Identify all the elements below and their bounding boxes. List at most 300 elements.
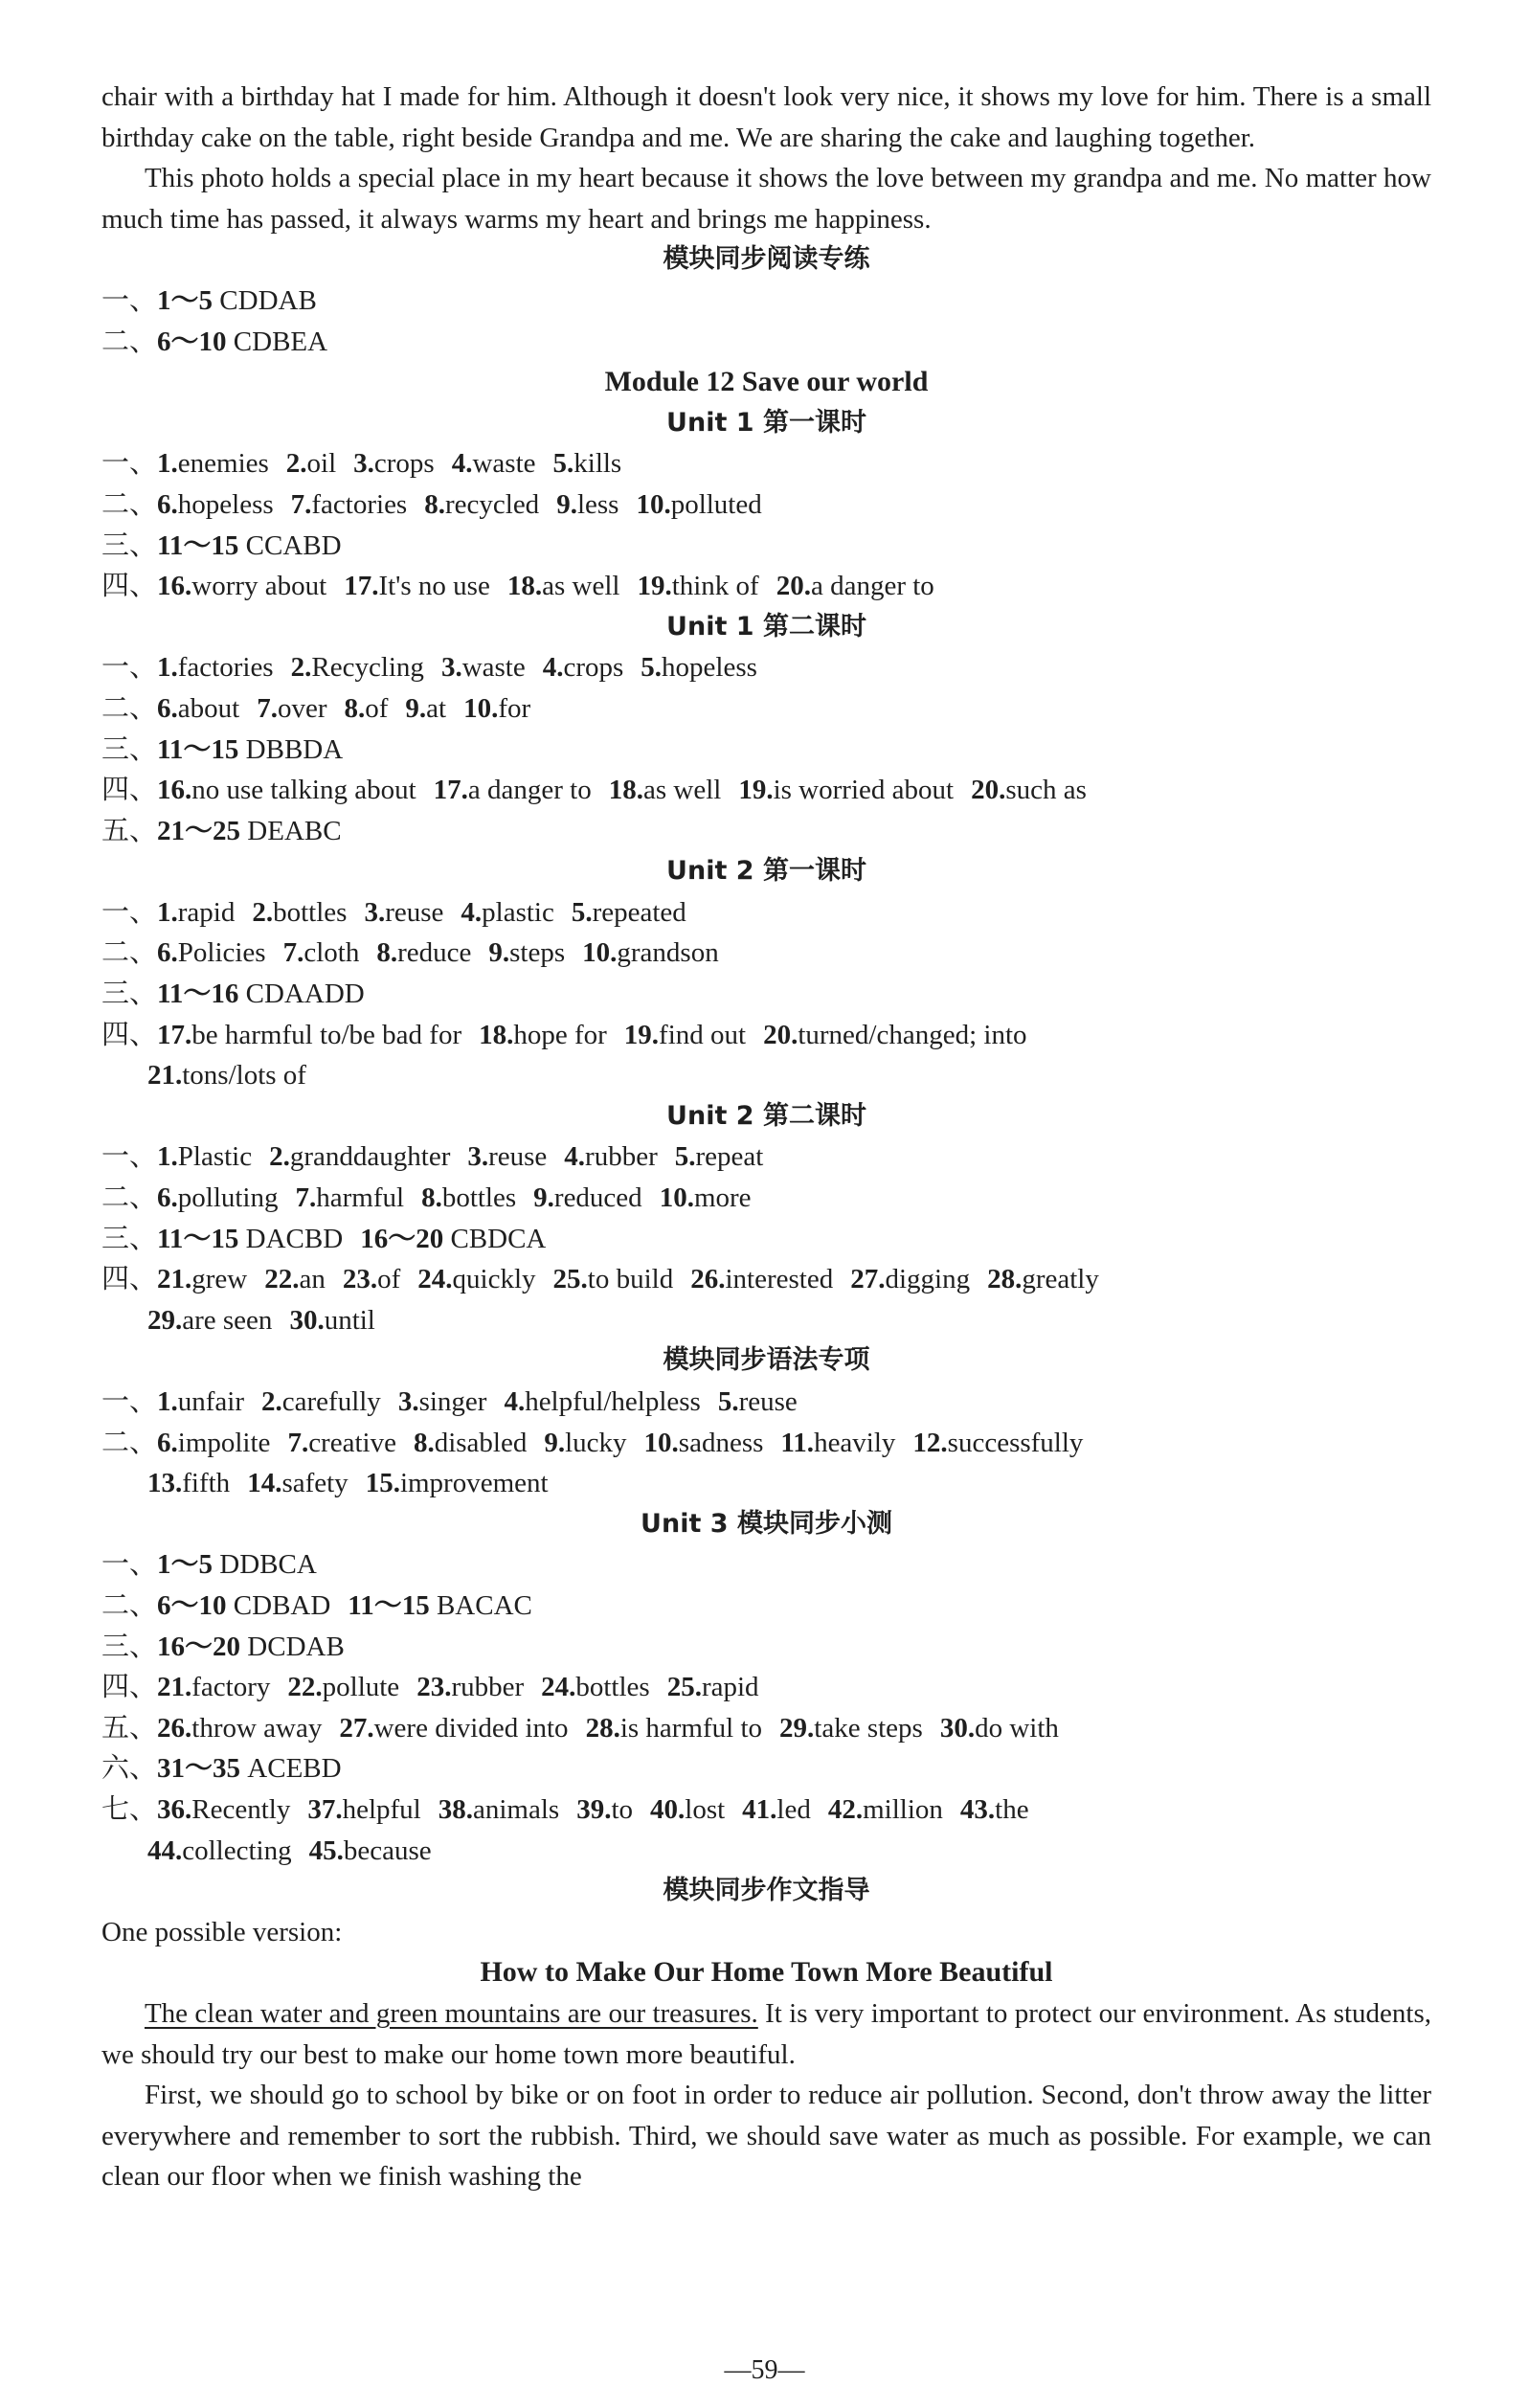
item-answer: such as [1005, 775, 1087, 806]
item-answer: helpful [342, 1793, 421, 1825]
answer-row [101, 1300, 1431, 1341]
row-prefix: 三、 [101, 733, 158, 765]
answer-item [641, 652, 757, 683]
item-answer: improvement [399, 1468, 549, 1499]
essay-paragraph-1 [101, 1993, 1431, 2075]
item-number: 6～10 [157, 1589, 227, 1621]
answer-row [101, 1382, 1431, 1423]
item-answer: rubber [451, 1672, 525, 1703]
answer-item [850, 1264, 970, 1294]
item-answer: over [277, 692, 327, 724]
item-answer: creative [308, 1427, 396, 1458]
item-number: 26. [690, 1264, 726, 1295]
item-answer: lost [685, 1793, 726, 1825]
item-number: 4. [451, 448, 473, 480]
answer-row [101, 1789, 1431, 1831]
item-number: 10. [659, 1182, 694, 1214]
item-number: 16. [157, 571, 192, 602]
item-number: 1. [157, 1386, 178, 1417]
answer-item [675, 1141, 764, 1172]
answer-item [960, 1794, 1029, 1825]
item-answer: lucky [565, 1427, 627, 1458]
item-number: 18. [479, 1019, 514, 1050]
item-number: 4. [542, 652, 564, 684]
answer-item [690, 1264, 833, 1294]
answer-item [421, 1182, 516, 1213]
item-answer: led [776, 1793, 811, 1825]
answer-item [343, 1264, 400, 1294]
item-number: 11. [780, 1427, 815, 1458]
item-answer: animals [473, 1793, 560, 1825]
item-number: 21～25 [157, 815, 241, 846]
item-answer: CBDCA [443, 1223, 547, 1254]
item-answer: grew [191, 1264, 248, 1295]
item-answer: reduced [553, 1182, 642, 1214]
item-answer: are seen [182, 1304, 273, 1336]
item-answer: Recycling [311, 652, 424, 684]
answer-item [157, 897, 235, 928]
answer-item [348, 1590, 532, 1621]
item-answer: collecting [182, 1834, 292, 1866]
item-number: 8. [413, 1427, 435, 1458]
answer-item [738, 775, 954, 805]
item-answer: find out [659, 1019, 747, 1050]
item-answer: is harmful to [619, 1712, 763, 1744]
section-heading: 模块同步语法专项 [663, 1345, 870, 1376]
answer-item [364, 897, 443, 928]
item-answer: harmful [316, 1182, 405, 1214]
item-number: 1. [157, 1141, 178, 1173]
answer-row [101, 730, 1431, 771]
section-heading: Unit 3 模块同步小测 [641, 1508, 892, 1539]
item-answer: factory [191, 1672, 271, 1703]
item-answer: more [693, 1182, 752, 1214]
item-answer: repeated [592, 896, 686, 928]
item-answer: rapid [701, 1672, 759, 1703]
answer-item [283, 937, 360, 968]
row-prefix: 六、 [101, 1753, 158, 1785]
item-number: 11～15 [157, 1223, 239, 1254]
section-heading: 模块同步作文指导 [663, 1876, 870, 1906]
item-answer: an [299, 1264, 326, 1295]
item-answer: Policies [177, 937, 266, 969]
item-number: 8. [344, 692, 366, 724]
section-heading: Unit 2 第一课时 [666, 856, 866, 887]
answer-item [660, 1182, 752, 1213]
item-number: 41. [742, 1793, 777, 1825]
answer-item [157, 1753, 342, 1784]
row-prefix: 一、 [101, 652, 158, 684]
item-number: 1. [157, 448, 178, 480]
item-answer: granddaughter [289, 1141, 451, 1173]
item-answer: heavily [814, 1427, 896, 1458]
item-number: 20. [763, 1019, 798, 1050]
answer-row [101, 1831, 1431, 1872]
item-number: 5. [552, 448, 574, 480]
row-prefix: 四、 [101, 1264, 158, 1295]
answer-item [398, 1386, 487, 1417]
row-prefix: 七、 [101, 1793, 158, 1825]
answer-item [157, 1428, 270, 1458]
answer-row [101, 1178, 1431, 1219]
answer-row [101, 1219, 1431, 1260]
answer-row [101, 1463, 1431, 1504]
answer-item [940, 1713, 1059, 1744]
item-number: 18. [506, 571, 543, 602]
item-answer: bottles [273, 896, 348, 928]
answer-item [157, 326, 327, 357]
item-number: 4. [564, 1141, 586, 1173]
answer-item [461, 897, 553, 928]
answer-sections [101, 239, 1431, 1911]
item-number: 11～15 [348, 1589, 430, 1621]
item-number: 9. [533, 1182, 554, 1214]
item-number: 6. [157, 1427, 178, 1458]
answer-item [157, 530, 342, 561]
answer-row [101, 281, 1431, 322]
item-number: 7. [282, 937, 304, 969]
item-answer: because [343, 1834, 432, 1866]
answer-item [157, 1020, 461, 1050]
answer-row [101, 1055, 1431, 1096]
item-answer: crops [373, 448, 435, 480]
item-answer: reuse [738, 1386, 798, 1417]
answer-item [157, 1794, 290, 1825]
answer-row [101, 322, 1431, 363]
item-number: 45. [308, 1834, 344, 1866]
row-prefix: 一、 [101, 1549, 158, 1581]
item-number: 1. [157, 896, 178, 928]
answer-item [479, 1020, 607, 1050]
answer-row [101, 1136, 1431, 1178]
answer-item [147, 1060, 306, 1091]
row-prefix: 四、 [101, 1019, 158, 1050]
item-number: 25. [552, 1264, 588, 1295]
answer-item [157, 1549, 317, 1580]
item-number: 9. [556, 488, 577, 520]
item-answer: throw away [191, 1712, 323, 1744]
answer-item [252, 897, 347, 928]
answer-item [779, 1713, 923, 1744]
item-answer: take steps [814, 1712, 923, 1744]
answer-item [586, 1713, 762, 1744]
item-answer: successfully [947, 1427, 1084, 1458]
item-answer: at [426, 692, 447, 724]
item-number: 30. [289, 1304, 325, 1336]
answer-row [101, 1708, 1431, 1749]
item-number: 39. [576, 1793, 612, 1825]
row-prefix: 五、 [101, 815, 158, 846]
answer-item [971, 775, 1087, 805]
item-answer: about [177, 692, 240, 724]
item-answer: fifth [182, 1468, 231, 1499]
item-number: 5. [674, 1141, 696, 1173]
answer-item [157, 1182, 278, 1213]
item-answer: is worried about [773, 775, 955, 806]
item-number: 11～15 [157, 529, 239, 561]
item-number: 3. [353, 448, 374, 480]
item-number: 28. [585, 1712, 620, 1744]
row-prefix: 四、 [101, 1672, 158, 1703]
answer-item [307, 1794, 420, 1825]
row-prefix: 二、 [101, 1427, 158, 1458]
item-number: 27. [850, 1264, 886, 1295]
item-answer: waste [461, 652, 526, 684]
item-answer: no use talking about [191, 775, 416, 806]
item-answer: be harmful to/be bad for [191, 1019, 462, 1050]
item-number: 17. [157, 1019, 192, 1050]
item-answer: repeat [695, 1141, 764, 1173]
item-number: 1. [157, 652, 178, 684]
row-prefix: 二、 [101, 488, 158, 520]
item-number: 10. [643, 1427, 679, 1458]
item-number: 42. [827, 1793, 864, 1825]
item-answer: recycled [444, 488, 540, 520]
intro-paragraph-1: chair with a birthday hat I made for him. Although it doesn't look very nice, it shows my love for him. There is a small birthday cake on the table, right beside Grandpa and me. We are sharing the cake and laughing together. [101, 81, 1431, 153]
item-answer: CDBEA [226, 326, 328, 357]
answer-item [441, 652, 526, 683]
answer-item [157, 775, 416, 805]
item-answer: reduce [397, 937, 472, 969]
answer-item [269, 1141, 450, 1172]
answer-item [405, 693, 446, 724]
answer-item [291, 489, 408, 520]
row-prefix: 二、 [101, 326, 158, 357]
answer-item [507, 571, 620, 601]
item-number: 5. [571, 896, 593, 928]
item-answer: worry about [191, 571, 327, 602]
item-answer: to [611, 1793, 634, 1825]
answer-item [718, 1386, 798, 1417]
item-number: 6. [157, 488, 178, 520]
item-answer: polluting [177, 1182, 279, 1214]
answer-item [434, 775, 592, 805]
item-number: 1～5 [157, 284, 214, 316]
item-number: 15. [365, 1468, 400, 1499]
item-number: 8. [376, 937, 398, 969]
row-prefix: 二、 [101, 1589, 158, 1621]
item-answer: Plastic [177, 1141, 253, 1173]
answer-item [572, 897, 686, 928]
item-number: 7. [257, 692, 278, 724]
answer-item [157, 693, 239, 724]
answer-item [157, 571, 326, 601]
item-number: 22. [264, 1264, 300, 1295]
item-number: 26. [157, 1712, 192, 1744]
item-number: 17. [433, 775, 468, 806]
answer-row [101, 933, 1431, 974]
answer-item [780, 1428, 895, 1458]
item-number: 8. [421, 1182, 442, 1214]
item-number: 43. [959, 1793, 996, 1825]
item-number: 24. [541, 1672, 576, 1703]
item-answer: singer [418, 1386, 487, 1417]
item-answer: safety [281, 1468, 349, 1499]
item-answer: to build [587, 1264, 674, 1295]
item-answer: CCABD [238, 529, 342, 561]
answer-item [157, 1713, 322, 1744]
answer-item [416, 1672, 524, 1702]
answer-item [157, 1672, 270, 1702]
item-answer: quickly [452, 1264, 536, 1295]
answer-item [261, 1386, 381, 1417]
item-number: 27. [339, 1712, 374, 1744]
item-answer: for [498, 692, 531, 724]
answer-item [157, 816, 342, 846]
row-prefix: 四、 [101, 775, 158, 806]
item-answer: less [576, 488, 619, 520]
item-answer: as well [542, 571, 620, 602]
answer-item [157, 979, 365, 1009]
item-number: 14. [247, 1468, 282, 1499]
answer-item [366, 1468, 549, 1498]
row-prefix: 五、 [101, 1712, 158, 1744]
answer-row [101, 1586, 1431, 1627]
answer-item [553, 448, 622, 479]
answer-row [101, 892, 1431, 934]
item-number: 23. [416, 1672, 452, 1703]
section-heading: Module 12 Save our world [604, 366, 929, 398]
item-number: 1～5 [157, 1549, 214, 1581]
essay-label: One possible version: [101, 1916, 343, 1947]
item-answer: BACAC [429, 1589, 532, 1621]
item-answer: enemies [177, 448, 269, 480]
item-number: 2. [290, 652, 312, 684]
item-answer: tons/lots of [182, 1060, 306, 1091]
page-number: —59— [724, 2355, 805, 2385]
answer-item [376, 937, 471, 968]
item-number: 3. [440, 652, 462, 684]
item-number: 10. [636, 488, 671, 520]
item-number: 21. [147, 1060, 183, 1091]
item-number: 7. [295, 1182, 317, 1214]
item-number: 6～10 [157, 326, 227, 357]
answer-item [296, 1182, 405, 1213]
item-number: 12. [912, 1427, 948, 1458]
item-number: 5. [641, 652, 663, 684]
answer-row [101, 1748, 1431, 1789]
answer-item [291, 652, 424, 683]
item-answer: bottles [441, 1182, 517, 1214]
row-prefix: 一、 [101, 1141, 158, 1173]
item-number: 5. [717, 1386, 739, 1417]
answer-item [467, 1141, 547, 1172]
item-answer: helpful/helpless [525, 1386, 701, 1417]
item-answer: digging [885, 1264, 971, 1295]
answer-item [637, 571, 758, 601]
answer-item [287, 1428, 396, 1458]
section-heading: Unit 1 第二课时 [666, 611, 866, 641]
answer-item [286, 448, 336, 479]
item-answer: steps [509, 937, 566, 969]
item-number: 38. [438, 1793, 473, 1825]
section-heading: Unit 1 第一课时 [666, 407, 866, 438]
row-prefix: 二、 [101, 1182, 158, 1214]
answer-item [609, 775, 722, 805]
item-answer: hope for [513, 1019, 607, 1050]
item-answer: CDDAB [213, 284, 317, 316]
item-number: 9. [544, 1427, 566, 1458]
essay-paragraph-2: First, we should go to school by bike or on foot in order to reduce air pollution. Second, don't throw away the litter everywhere and remember to sort the rubbish. Third, we should save water as much as possible. For example, we can clean our floor when we finish washing the [101, 2080, 1431, 2193]
item-number: 2. [261, 1386, 282, 1417]
answer-item [650, 1794, 725, 1825]
answer-item [157, 734, 343, 765]
item-number: 17. [344, 571, 379, 602]
item-number: 9. [488, 937, 510, 969]
answer-item [157, 1632, 345, 1662]
answer-row [101, 770, 1431, 811]
item-number: 19. [637, 571, 672, 602]
answer-item [157, 1386, 244, 1417]
item-number: 29. [147, 1304, 183, 1336]
row-prefix: 四、 [101, 571, 158, 602]
section-heading: 模块同步阅读专练 [663, 244, 870, 275]
item-answer: Recently [191, 1793, 291, 1825]
item-number: 22. [287, 1672, 323, 1703]
item-answer: grandson [617, 937, 719, 969]
row-prefix: 一、 [101, 896, 158, 928]
answer-item [541, 1672, 650, 1702]
answer-row [101, 1627, 1431, 1668]
item-answer: reuse [385, 896, 444, 928]
answer-row [101, 443, 1431, 484]
item-number: 16～20 [157, 1631, 241, 1662]
item-answer: a danger to [810, 571, 934, 602]
item-number: 21. [157, 1672, 192, 1703]
item-answer: the [995, 1793, 1029, 1825]
answer-item [264, 1264, 326, 1294]
answer-row [101, 566, 1431, 607]
item-number: 40. [650, 1793, 686, 1825]
row-prefix: 三、 [101, 1631, 158, 1662]
answer-item [247, 1468, 349, 1498]
item-answer: rubber [585, 1141, 658, 1173]
answer-row [101, 1423, 1431, 1464]
item-number: 6. [157, 937, 178, 969]
answer-item [147, 1835, 292, 1866]
answer-item [533, 1182, 642, 1213]
answer-item [742, 1794, 811, 1825]
item-answer: DBBDA [238, 733, 344, 765]
item-answer: think of [671, 571, 759, 602]
item-number: 2. [269, 1141, 290, 1173]
answer-item [344, 693, 388, 724]
answer-item [987, 1264, 1099, 1294]
item-answer: reuse [488, 1141, 548, 1173]
answer-row [101, 1544, 1431, 1586]
essay-underlined-sentence: The clean water and green mountains are our treasures. [144, 1997, 758, 2029]
item-answer: rapid [177, 896, 236, 928]
answer-item [644, 1428, 764, 1458]
item-answer: CDBAD [226, 1589, 331, 1621]
item-answer: plastic [482, 896, 554, 928]
item-number: 13. [147, 1468, 183, 1499]
answer-row [101, 526, 1431, 567]
item-answer: polluted [670, 488, 762, 520]
item-answer: ACEBD [240, 1753, 342, 1785]
item-answer: It's no use [378, 571, 490, 602]
row-prefix: 三、 [101, 1223, 158, 1254]
item-number: 6. [157, 1182, 178, 1214]
answer-item [424, 489, 539, 520]
item-answer: disabled [434, 1427, 528, 1458]
item-number: 20. [971, 775, 1006, 806]
row-prefix: 二、 [101, 937, 158, 969]
item-answer: of [377, 1264, 401, 1295]
section-heading: Unit 2 第二课时 [666, 1100, 866, 1131]
item-answer: hopeless [177, 488, 274, 520]
answer-row [101, 1667, 1431, 1708]
